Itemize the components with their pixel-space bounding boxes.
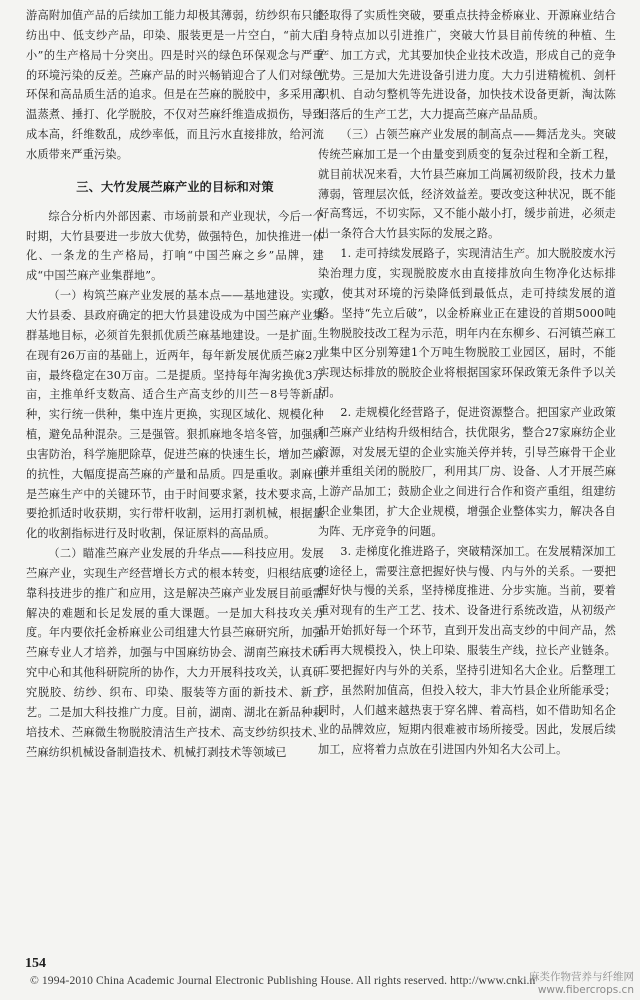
paragraph: 2. 走规模化经营路子，促进资源整合。把国家产业政策和苎麻产业结构升级相结合，扶优限劣，整合27家麻纺企业资源，对发展无望的企业实施关停并转，引导苎麻骨干企业兼并重组关闭的脱胶厂，利用其厂房、设备、人才开展苎麻上游产品加工；鼓励企业之间进行合作和资产重组，组建纺织企业集团，扩大企业规模，增强企业整体实力，解决各自为阵、无序竞争的问题。 xyxy=(318,405,616,538)
paragraph: 3. 走梯度化推进路子，突破精深加工。在发展精深加工的途径上，需要注意把握好快与慢、内与外的关系。一要把握好快与慢的关系，坚持梯度推进、分步实施。当前，要着重对现有的生产工艺、技术、设备进行系统改造，从初级产品开始抓好每一个环节，直到开发出高支纱的中间产品，然后再大规模投入，快上印染、服装生产线，拉长产业链条。二要把握好内与外的关系，坚持引进知名大企业。后整理工序，虽然附加值高，但投入较大，非大竹县企业所能承受；同时，人们越来越热衷于穿名牌、着高档，如不借助知名企业的品牌效应，短期内很难被市场所接受。因此，发展后续加工，应将着力点放在引进国内外知名大公司上。 xyxy=(318,544,616,757)
watermark-url: www.fibercrops.cn xyxy=(537,984,634,996)
watermark-site-name: 麻类作物营养与纤维网 xyxy=(529,971,634,983)
paragraph: 游高附加值产品的后续加工能力却极其薄弱，纺纱织布只能纺出中、低支纱产品，印染、服装更是一片空白，“前大后小”的生产格局十分突出。四是时兴的绿色环保观念与严重的环境污染的反差。苎麻产品的时兴畅销迎合了人们对绿色环保和高品质生活的追求。但是在苎麻的脱胶中，多采用高温蒸煮、捶打、化学脱胶，不仅对苎麻纤维造成损伤，导致成本高，纤维数乱，成纱率低，而且污水直接排放，给河流水质带来严重污染。 xyxy=(26,9,324,161)
paragraph: 1. 走可持续发展路子，实现清洁生产。加大脱胶废水污染治理力度，实现脱胶废水由直接排放向生物净化达标排放，使其对环境的污染降低到最低点，走可持续发展的道路。坚持“先立后破”，以金桥麻业正在建设的首期5000吨生物脱胶技改工程为示范，明年内在东柳乡、石河镇苎麻工业集中区分别筹建1个万吨生物脱胶工业园区，届时，不能实现达标排放的脱胶企业将根据国家环保政策无条件予以关闭。 xyxy=(318,247,616,400)
right-column xyxy=(318,6,616,760)
paragraph: 综合分析内外部因素、市场前景和产业现状，今后一个时期，大竹县要进一步放大优势，做强特色，加快推进一体化、一条龙的生产格局，打响“中国苎麻之乡”品牌，建成“中国苎麻产业集群地”。 xyxy=(26,209,324,283)
paragraph: （一）构筑苎麻产业发展的基本点——基地建设。实现大竹县委、县政府确定的把大竹县建设成为中国苎麻产业集群基地目标，必须首先狠抓优质苎麻基地建设。一是扩面。在现有26万亩的基础上，近两年，每年新发展优质苎麻2万亩，最终稳定在30万亩。二是提质。坚持每年淘劣换优3万亩，主推单纤支数高、适合生产高支纱的川苎－8号等新品种，实行统一供种，集中连片更换，实现区域化、规模化种植，避免品种混杂。三是强管。狠抓麻地冬培冬管，加强病虫害防治，科学施肥除草，促进苎麻的快速生长，增加苎麻的抗性，大幅度提高苎麻的产量和品质。四是重收。剥麻也是苎麻生产中的关键环节，由于时间要求紧，技术要求高，要抢抓适时收获期，实行带杆收割，运用打剥机械，根据量化的收割指标进行及时收割，保证原料的高品质。 xyxy=(26,289,324,541)
paragraph: 经取得了实质性突破，要重点扶持金桥麻业、开源麻业结合自身特点加以引进推广，突破大竹县目前传统的种植、生产、加工方式，尤其要加快企业技术改造，形成自己的竞争优势。三是加大先进设备引进力度。大力引进精梳机、剑杆织机、自动匀整机等先进设备，加快技术设备更新，淘汰陈旧落后的生产工艺，大力提高苎麻产品品质。 xyxy=(318,9,616,122)
page-number: 154 xyxy=(25,956,46,971)
paragraph: （二）瞄准苎麻产业发展的升华点——科技应用。发展苎麻产业，实现生产经营增长方式的根本转变，归根结底要靠科技进步的推广和应用，这是解决苎麻产业发展目前亟需解决的难题和长足发展的重大课题。一是加大科技攻关力度。年内要依托金桥麻业公司组建大竹县苎麻研究所，加强苎麻专业人才培养，加强与中国麻纺协会、湖南苎麻技术研究中心和其他科研院所的协作，大力开展科技攻关，认真研究脱胶、纺纱、织布、印染、服装等方面的新技术、新工艺。二是加大科技推广力度。目前，湖南、湖北在新品种栽培技术、苎麻微生物脱胶清洁生产技术、高支纱纺织技术、苎麻纺织机械设备制造技术、机械打剥技术等领域已 xyxy=(26,547,324,759)
left-column xyxy=(26,6,324,762)
paragraph: （三）占领苎麻产业发展的制高点——舞活龙头。突破传统苎麻加工是一个由量变到质变的复杂过程和全新工程，就目前状况来看，大竹县苎麻加工尚属初级阶段，技术力量薄弱，管理层次低，经济效益差。要改变这种状况，既不能好高骛远，不切实际，又不能小敲小打，缓步前进，必须走出一条符合大竹县实际的发展之路。 xyxy=(318,128,616,241)
copyright-footer: © 1994-2010 China Academic Journal Electronic Publishing House. All rights reserved. http://www.cnki.n xyxy=(30,974,536,987)
section-heading: 三、大竹发展苎麻产业的目标和对策 xyxy=(76,179,274,194)
